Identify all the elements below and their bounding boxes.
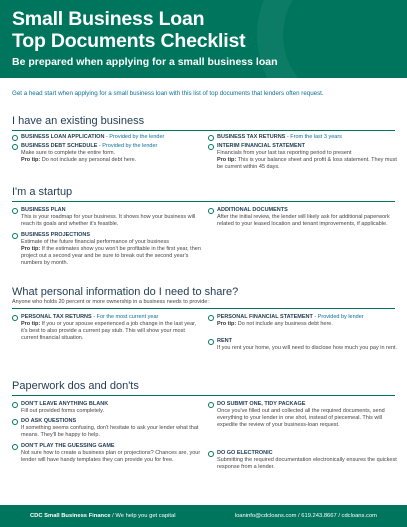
item-name: DO SUBMIT ONE, TIDY PACKAGE [217, 401, 306, 407]
section-title-existing: I have an existing business [12, 115, 145, 127]
page-title [12, 8, 245, 52]
checkbox-circle-icon[interactable] [12, 135, 18, 141]
item-tip [12, 321, 202, 342]
page-subtitle: Be prepared when applying for a small business loan [12, 56, 278, 68]
tip-label: Pro tip: [21, 246, 41, 252]
checkbox-circle-icon[interactable] [12, 208, 18, 214]
checkbox-circle-icon[interactable] [12, 419, 18, 425]
checkbox-circle-icon[interactable] [208, 208, 214, 214]
section-title-startup: I'm a startup [12, 186, 73, 198]
page-title-line1: Small Business Loan [12, 8, 205, 30]
checkbox-circle-icon[interactable] [208, 451, 214, 457]
item-body: If you rent your home, you will need to disclose how much you pay in rent. [217, 345, 398, 351]
item-name: DON'T PLAY THE GUESSING GAME [21, 443, 115, 449]
checklist-item [12, 134, 197, 141]
item-name: DON'T LEAVE ANYTHING BLANK [21, 401, 109, 407]
item-qualifier: - For the most current year [91, 314, 159, 320]
checklist-item [12, 443, 202, 464]
decorative-arc [257, 0, 407, 78]
item-body: If something seems confusing, don't hesitate to ask your lender what that means. They'll be happy to help. [21, 425, 199, 438]
item-name: BUSINESS PROJECTIONS [21, 232, 91, 238]
intro-text: Get a head start when applying for a small business loan with this list of top documents that lenders often request. [12, 90, 324, 97]
item-name: DO ASK QUESTIONS [21, 418, 77, 424]
tip-text: Do not include any personal debt here. [40, 157, 137, 163]
footer-contact[interactable]: loaninfo@cdcloans.com / 619.243.8667 / cdcloans.com [234, 513, 377, 519]
checklist-item [12, 207, 200, 228]
section-title-personal: What personal information do I need to share? [12, 286, 239, 298]
item-qualifier: - Provided by the lender [104, 134, 165, 140]
section-divider [12, 201, 395, 202]
footer-brand [30, 513, 176, 519]
checklist-item [208, 143, 398, 171]
tip-text: This is your balance sheet and profit & loss statement. They must be current within 45 days. [217, 157, 397, 170]
item-body: This is your roadmap for your business. It shows how your business will reach its goals and whether it's feasible. [21, 214, 196, 227]
checkbox-circle-icon[interactable] [208, 339, 214, 345]
item-qualifier: - Provided by lender [312, 314, 364, 320]
item-name: BUSINESS LOAN APPLICATION [21, 134, 105, 140]
checklist-item [12, 232, 202, 267]
checkbox-circle-icon[interactable] [12, 402, 18, 408]
checkbox-circle-icon[interactable] [208, 144, 214, 150]
checklist-item [12, 401, 202, 415]
checkbox-circle-icon[interactable] [208, 315, 214, 321]
checkbox-circle-icon[interactable] [12, 444, 18, 450]
item-name: BUSINESS TAX RETURNS [217, 134, 286, 140]
checkbox-circle-icon[interactable] [12, 233, 18, 239]
checkbox-circle-icon[interactable] [12, 144, 18, 150]
checkbox-circle-icon[interactable] [12, 315, 18, 321]
item-name: PERSONAL FINANCIAL STATEMENT [217, 314, 313, 320]
item-body: Once you've filled out and collected all the required documents, send everything to your lender in one shot, instead of piecemeal. This will expedite the review of your business-loan request. [217, 408, 385, 428]
checklist-item [208, 207, 398, 228]
tip-text: If the estimates show you won't be profitable in the first year, then project out a second year and be sure to break out the second year's numbers by month. [21, 246, 201, 266]
checklist-item [208, 314, 398, 328]
tip-label: Pro tip: [217, 321, 237, 327]
item-tip [208, 321, 398, 328]
item-qualifier: - Provided by the lender [97, 143, 158, 149]
item-body: Make sure to complete the entire form. [21, 150, 116, 156]
brand-name: CDC Small Business Finance [30, 513, 111, 519]
tip-label: Pro tip: [217, 157, 237, 163]
header-banner [0, 0, 407, 78]
tip-text: If you or your spouse experienced a job change in the last year, it's best to also provide a current pay stub. This will show your most current financial situation. [21, 321, 197, 341]
section-divider [12, 130, 395, 131]
page-title-line2: Top Documents Checklist [12, 30, 246, 52]
item-body: Not sure how to create a business plan or projections? Chances are, your lender will have handy templates they can provide you for free. [21, 450, 201, 463]
item-name: PERSONAL TAX RETURNS [21, 314, 92, 320]
item-body: Financials from your last tax reporting period to present [217, 150, 352, 156]
item-tip [208, 157, 398, 171]
section-subtitle: Anyone who holds 20 percent or more ownership in a business needs to provide: [12, 299, 209, 305]
item-qualifier: - From the last 3 years [285, 134, 342, 140]
checklist-item [12, 418, 202, 439]
item-name: ADDITIONAL DOCUMENTS [217, 207, 288, 213]
brand-tagline: / We help you get capital [110, 513, 176, 519]
item-name: INTERIM FINANCIAL STATEMENT [217, 143, 305, 149]
item-name: RENT [217, 338, 232, 344]
checklist-item [208, 338, 398, 352]
checklist-item [208, 450, 398, 471]
footer-bar [0, 505, 407, 527]
section-divider [12, 308, 395, 309]
checkbox-circle-icon[interactable] [208, 135, 214, 141]
item-body: After the initial review, the lender will likely ask for additional paperwork related to your leased location and tenant improvements, if applicable. [217, 214, 390, 227]
tip-text: Do not include any business debt here. [236, 321, 333, 327]
section-divider [12, 395, 395, 396]
checklist-item [208, 401, 398, 429]
section-title-paperwork: Paperwork dos and don'ts [12, 380, 139, 392]
item-name: DO GO ELECTRONIC [217, 450, 273, 456]
item-body: Fill out provided forms completely. [21, 408, 105, 414]
tip-label: Pro tip: [21, 157, 41, 163]
item-tip [12, 157, 197, 164]
checklist-item [12, 314, 202, 342]
item-body: Submitting the required documentation electronically ensures the quickest response from a lender. [217, 457, 397, 470]
item-tip [12, 246, 202, 267]
checkbox-circle-icon[interactable] [208, 402, 214, 408]
tip-label: Pro tip: [21, 321, 41, 327]
item-body: Estimate of the future financial performance of your business [21, 239, 169, 245]
item-name: BUSINESS DEBT SCHEDULE [21, 143, 98, 149]
item-name: BUSINESS PLAN [21, 207, 66, 213]
checklist-item [208, 134, 398, 141]
checklist-item [12, 143, 197, 164]
